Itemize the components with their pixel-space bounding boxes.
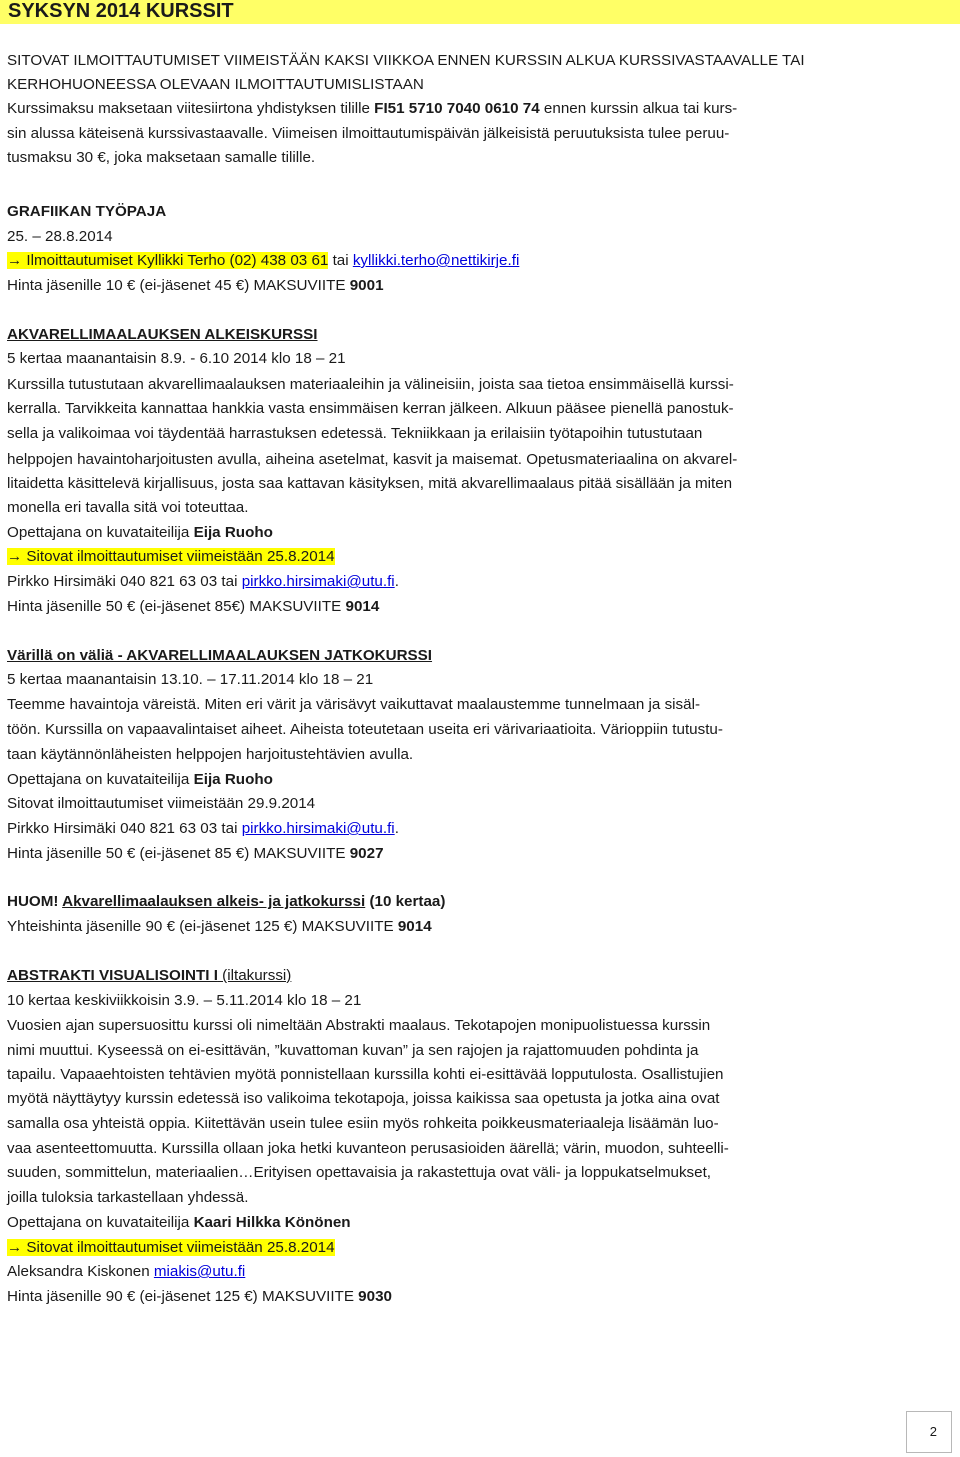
deadline-text: Sitovat ilmoittautumiset viimeistään 25.8.2014 xyxy=(22,548,335,565)
contact-text: Aleksandra Kiskonen xyxy=(7,1263,154,1280)
description-line: monella eri tavalla sitä voi toteuttaa. xyxy=(7,499,249,516)
contact-line xyxy=(7,820,399,838)
akvarelli-jatko-date: 5 kertaa maanantaisin 13.10. – 17.11.2014 klo 18 – 21 xyxy=(7,671,374,688)
contact-text: Pirkko Hirsimäki 040 821 63 03 tai xyxy=(7,573,242,590)
price-line xyxy=(7,845,384,863)
deadline-line: Sitovat ilmoittautumiset viimeistään 29.9.2014 xyxy=(7,795,316,812)
intro-text: Kurssimaksu maksetaan viitesiirtona yhdistyksen tilille xyxy=(7,100,375,117)
description-line: litaidetta käsittelevä kirjallisuus, josta saa kattavan käsityksen, mitä akvarellimaalaus pitää sisällään ja miten xyxy=(7,475,733,492)
page-number: 2 xyxy=(929,1424,937,1439)
email-link-kyllikki[interactable]: kyllikki.terho@nettikirje.fi xyxy=(352,252,520,269)
reference-number: 9001 xyxy=(349,277,384,294)
email-link-pirkko[interactable]: pirkko.hirsimaki@utu.fi xyxy=(241,573,395,590)
deadline-line xyxy=(7,1239,335,1257)
arrow-right-icon: → xyxy=(7,1239,23,1256)
description-line: taan käytännönläheisten helppojen harjoitustehtävien avulla. xyxy=(7,746,414,763)
description-line: vaa asenteettomuutta. Kurssilla ollaan joka hetki kuvanteon perusasioiden äärellä; värin, muodon, suhteelli- xyxy=(7,1140,729,1157)
description-line: Vuosien ajan supersuosittu kurssi oli nimeltään Abstrakti maalaus. Tekotapojen monipuolistuessa kurssin xyxy=(7,1017,711,1034)
description-line: myötä näyttäytyy kurssin edetessä iso valikoima tekotapoja, joissa kaikissa saa opetusta ja jotka aina ovat xyxy=(7,1090,720,1107)
page-title: SYKSYN 2014 KURSSIT xyxy=(8,0,234,22)
reference-number: 9014 xyxy=(345,598,380,615)
intro-line-5: tusmaksu 30 €, joka maksetaan samalle tilille. xyxy=(7,149,316,166)
reference-number: 9030 xyxy=(358,1288,392,1305)
teacher-label: Opettajana on kuvataiteilija xyxy=(7,771,194,788)
price-line xyxy=(7,598,379,616)
arrow-right-icon: → xyxy=(7,252,23,269)
intro-line-2: KERHOHUONEESSA OLEVAAN ILMOITTAUTUMISLISTAAN xyxy=(7,76,424,93)
account-number: FI51 5710 7040 0610 74 xyxy=(374,100,540,117)
grafiikka-date: 25. – 28.8.2014 xyxy=(7,228,113,245)
price-text: Hinta jäsenille 10 € (ei-jäsenet 45 €) MAKSUVIITE xyxy=(7,277,350,294)
description-line: sella ja valikoimaa voi täydentää harrastuksen edetessä. Tekniikkaan ja erilaisiin työtapoihin tutustutaan xyxy=(7,425,703,442)
grafiikka-registration xyxy=(7,252,519,270)
intro-line-1: SITOVAT ILMOITTAUTUMISET VIIMEISTÄÄN KAKSI VIIKKOA ENNEN KURSSIN ALKUA KURSSIVASTAAVALLE TAI xyxy=(7,52,805,69)
teacher-line xyxy=(7,771,273,789)
abstrakti-heading xyxy=(7,967,291,985)
abstrakti-date: 10 kertaa keskiviikkoisin 3.9. – 5.11.2014 klo 18 – 21 xyxy=(7,992,362,1009)
huom-course-link: Akvarellimaalauksen alkeis- ja jatkokurssi xyxy=(62,893,366,910)
huom-sessions: (10 kertaa) xyxy=(365,893,446,910)
teacher-line xyxy=(7,1214,351,1232)
description-line: nimi muuttui. Kyseessä on ei-esittävän, ”kuvattoman kuvan” ja sen rajojen ja rajattomuuden pohdinta ja xyxy=(7,1042,699,1059)
contact-line xyxy=(7,1263,245,1281)
teacher-name: Eija Ruoho xyxy=(193,771,273,788)
deadline-line xyxy=(7,548,335,566)
description-line: kerralla. Tarvikkeita kannattaa hankkia vasta ensimmäisen kerran jälkeen. Alkuun pääsee pienellä panostuk- xyxy=(7,400,734,417)
registration-highlight xyxy=(7,252,328,269)
deadline-text: Sitovat ilmoittautumiset viimeistään 25.8.2014 xyxy=(22,1239,335,1256)
reference-number: 9014 xyxy=(397,918,432,935)
price-text: Hinta jäsenille 50 € (ei-jäsenet 85 €) MAKSUVIITE xyxy=(7,845,350,862)
intro-line-3 xyxy=(7,100,737,118)
description-line: Kurssilla tutustutaan akvarellimaalauksen materiaaleihin ja välineisiin, joista saa tietoa ensimmäisellä kurssi- xyxy=(7,376,734,393)
description-line: töön. Kurssilla on vapaavalintaiset aiheet. Aiheista toteutetaan useita eri värivariaatioita. Värioppiin tutustu- xyxy=(7,721,723,738)
contact-text: Pirkko Hirsimäki 040 821 63 03 tai xyxy=(7,820,242,837)
description-line: helppojen havaintoharjoitusten avulla, aiheina asetelmat, kasvit ja maisemat. Opetusmateriaalina on akvarel- xyxy=(7,451,738,468)
huom-line xyxy=(7,893,445,911)
description-line: joilla tuloksia tarkastellaan yhdessä. xyxy=(7,1189,249,1206)
description-line: Teemme havaintoja väreistä. Miten eri värit ja värisävyt vaikuttavat maalaustemme tunnelmaan ja sisäl- xyxy=(7,696,701,713)
huom-label: HUOM! xyxy=(7,893,63,910)
teacher-name: Eija Ruoho xyxy=(193,524,273,541)
or-text: tai xyxy=(328,252,353,269)
contact-line xyxy=(7,573,399,591)
intro-line-4: sin alussa käteisenä kurssivastaavalle. Viimeisen ilmoittautumispäivän jälkeisistä peruutuksista tulee peruu- xyxy=(7,125,730,142)
akvarelli-jatko-heading: Värillä on väliä - AKVARELLIMAALAUKSEN JATKOKURSSI xyxy=(7,647,433,664)
price-text: Hinta jäsenille 90 € (ei-jäsenet 125 €) MAKSUVIITE xyxy=(7,1288,359,1305)
page-title-bar xyxy=(0,0,960,24)
teacher-line xyxy=(7,524,273,542)
huom-price xyxy=(7,918,432,936)
arrow-right-icon: → xyxy=(7,548,23,565)
teacher-label: Opettajana on kuvataiteilija xyxy=(7,1214,194,1231)
page-number-box xyxy=(906,1411,952,1453)
price-text: Hinta jäsenille 50 € (ei-jäsenet 85€) MAKSUVIITE xyxy=(7,598,346,615)
price-line xyxy=(7,1288,392,1306)
akvarelli-alkeis-date: 5 kertaa maanantaisin 8.9. - 6.10 2014 klo 18 – 21 xyxy=(7,350,346,367)
abstrakti-title: ABSTRAKTI VISUALISOINTI I xyxy=(7,967,218,984)
akvarelli-alkeis-heading: AKVARELLIMAALAUKSEN ALKEISKURSSI xyxy=(7,326,318,343)
intro-text-cont: ennen kurssin alkua tai kurs- xyxy=(539,100,738,117)
email-link-pirkko[interactable]: pirkko.hirsimaki@utu.fi xyxy=(241,820,395,837)
teacher-label: Opettajana on kuvataiteilija xyxy=(7,524,194,541)
grafiikka-heading: GRAFIIKAN TYÖPAJA xyxy=(7,203,167,220)
abstrakti-subtitle: (iltakurssi) xyxy=(217,967,292,984)
punctuation: . xyxy=(394,573,399,590)
deadline-highlight xyxy=(7,548,335,565)
punctuation: . xyxy=(394,820,399,837)
teacher-name: Kaari Hilkka Könönen xyxy=(193,1214,351,1231)
deadline-highlight xyxy=(7,1239,335,1256)
description-line: tapailu. Vapaaehtoisten tehtävien myötä ponnistellaan kurssilla kohti ei-esittävää lopputulosta. Osallistujien xyxy=(7,1066,724,1083)
reference-number: 9027 xyxy=(349,845,384,862)
grafiikka-price xyxy=(7,277,384,295)
price-text: Yhteishinta jäsenille 90 € (ei-jäsenet 125 €) MAKSUVIITE xyxy=(7,918,398,935)
registration-text: Ilmoittautumiset Kyllikki Terho (02) 438 03 61 xyxy=(22,252,329,269)
email-link-miakis[interactable]: miakis@utu.fi xyxy=(153,1263,246,1280)
description-line: suuden, sommittelun, materiaalien…Erityisen opettavaisia ja rakastettuja ovat väli- ja loppukatselmukset, xyxy=(7,1164,712,1181)
description-line: samalla osa yhteistä oppia. Kiitettävän usein tulee esiin myös rohkeita poikkeusmateriaaleja lisäämän luo- xyxy=(7,1115,719,1132)
